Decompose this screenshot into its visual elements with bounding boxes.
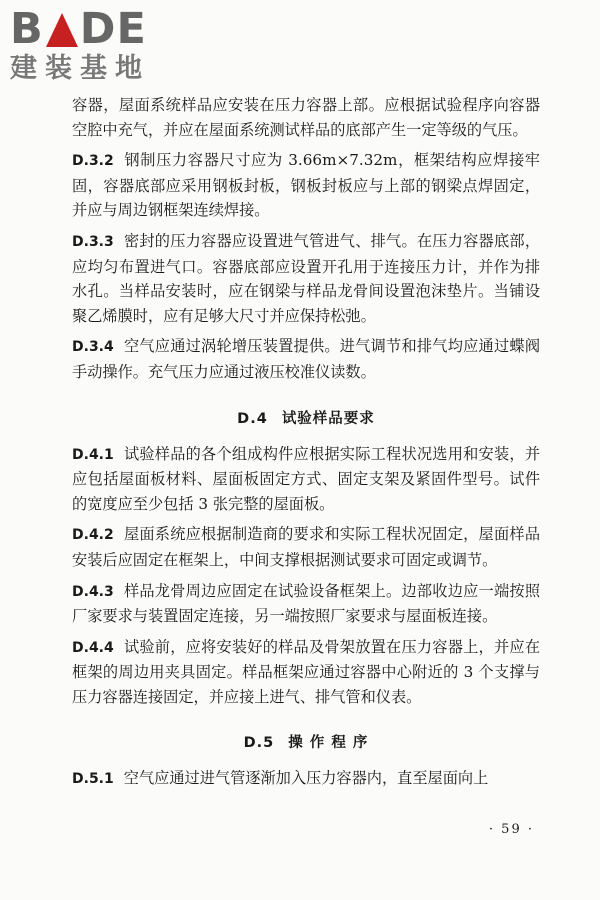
- clause-number: D.5.1: [72, 771, 114, 788]
- clause-number: D.3.2: [72, 153, 114, 170]
- clause-number: D.4.2: [72, 527, 114, 544]
- logo-letters-de: DE: [79, 4, 147, 54]
- clause-text: 空气应通过进气管逐渐加入压力容器内，直至屋面向上: [123, 769, 489, 788]
- clause-d-3-3: [72, 229, 540, 328]
- clause-d-4-3: [72, 579, 540, 629]
- clause-text: 空气应通过涡轮增压装置提供。进气调节和排气均应通过蝶阀手动操作。充气压力应通过液压校准仪读数。: [72, 337, 540, 381]
- section-heading-d4: [72, 407, 540, 428]
- logo-chinese-text: 建装基地: [10, 53, 150, 84]
- clause-d-3-2: [72, 148, 540, 223]
- clause-text: 密封的压力容器应设置进气管进气、排气。在压力容器底部，应均匀布置进气口。容器底部应设置开孔用于连接压力计，并作为排水孔。当样品安装时，应在钢梁与样品龙骨间设置泡沫垫片。当铺设聚乙烯膜时，应有足够大尺寸并应保持松弛。: [72, 231, 540, 325]
- clause-d-3-4: [72, 334, 540, 384]
- clause-d-5-1: [72, 766, 540, 792]
- logo: [10, 6, 175, 86]
- clause-number: D.4.4: [72, 639, 114, 656]
- clause-d-4-4: [72, 635, 540, 710]
- clause-number: D.3.4: [72, 339, 114, 356]
- clause-number: D.4.3: [72, 583, 114, 600]
- page-number: · 59 ·: [488, 822, 534, 837]
- section-heading-d5: [72, 731, 540, 752]
- logo-letter-b: B: [10, 4, 44, 54]
- clause-number: D.4.1: [72, 446, 114, 463]
- paragraph-continued: 容器，屋面系统样品应安装在压力容器上部。应根据试验程序向容器空腔中充气，并应在屋面系统测试样品的底部产生一定等级的气压。: [72, 96, 540, 139]
- section-title: 试验样品要求: [281, 410, 375, 427]
- clause-d-4-2: [72, 522, 540, 572]
- clause-text: 样品龙骨周边应固定在试验设备框架上。边部收边应一端按照厂家要求与装置固定连接，另一端按照厂家要求与屋面板连接。: [72, 581, 540, 626]
- clause-text: 屋面系统应根据制造商的要求和实际工程状况固定，屋面样品安装后应固定在框架上，中间支撑根据测试要求可固定或调节。: [72, 525, 540, 569]
- clause-text: 试验样品的各个组成构件应根据实际工程状况选用和安装，并应包括屋面板材料、屋面板固定方式、固定支架及紧固件型号。试件的宽度应至少包括 3 张完整的屋面板。: [72, 444, 540, 513]
- page-content: [72, 93, 540, 792]
- section-number: D.4: [237, 410, 268, 427]
- clause-text: 钢制压力容器尺寸应为 3.66m×7.32m，框架结构应焊接牢固，容器底部应采用钢板封板，钢板封板应与上部的钢梁点焊固定，并应与周边钢框架连续焊接。: [72, 151, 540, 220]
- clause-d-4-1: [72, 442, 540, 517]
- logo-triangle-icon: [46, 13, 78, 47]
- clause-text: 试验前，应将安装好的样品及骨架放置在压力容器上，并应在框架的周边用夹具固定。样品框架应通过容器中心附近的 3 个支撑与压力容器连接固定，并应接上进气、排气管和仪表。: [72, 637, 540, 706]
- clause-number: D.3.3: [72, 233, 114, 250]
- logo-wordmark: [10, 6, 175, 52]
- section-title: 操 作 程 序: [288, 735, 369, 752]
- section-number: D.5: [243, 735, 275, 752]
